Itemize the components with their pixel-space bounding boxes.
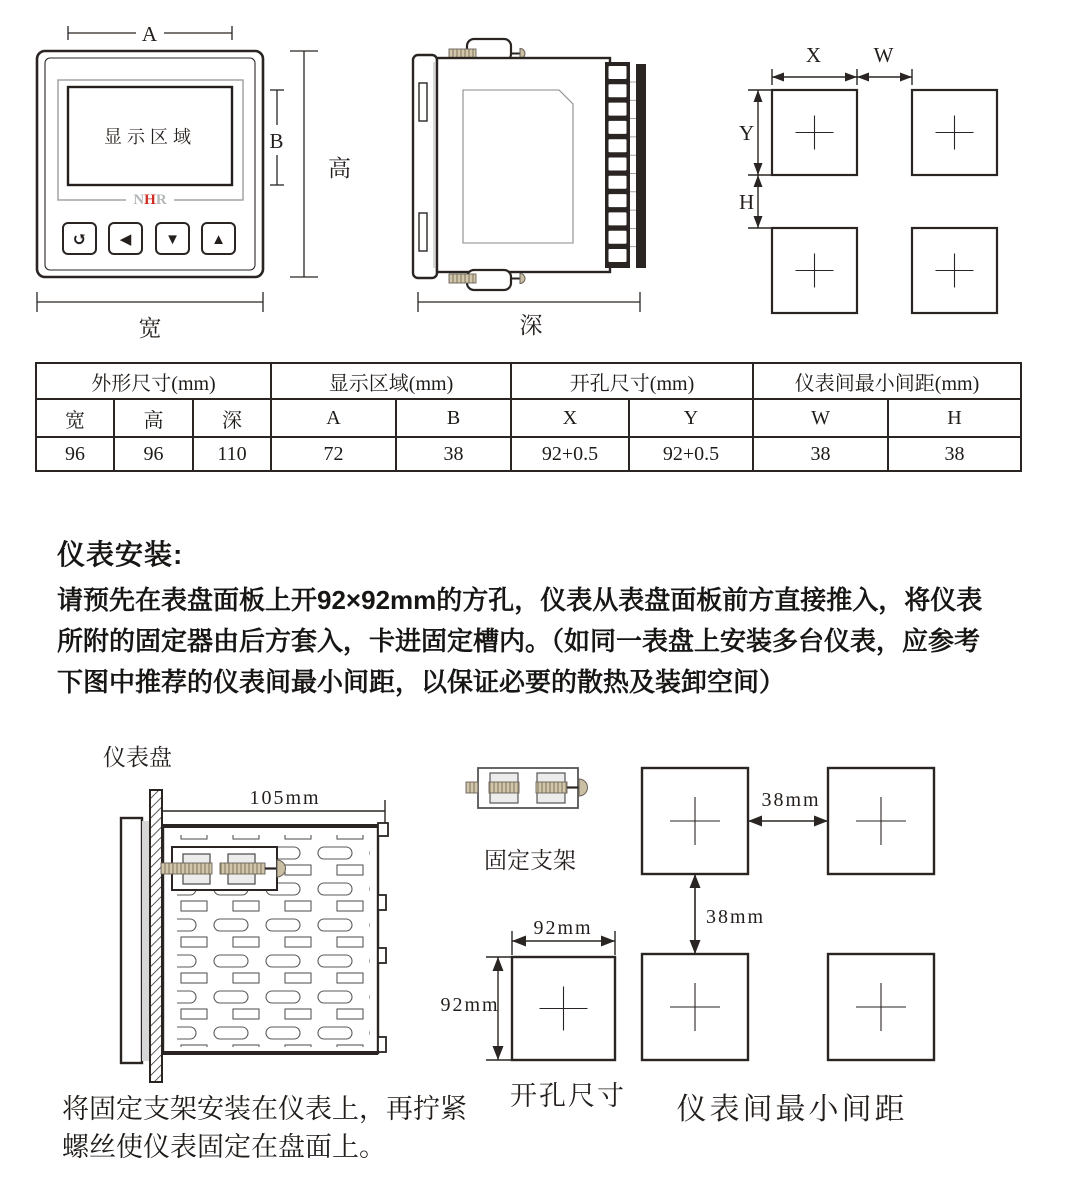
table-subheader: B bbox=[396, 399, 511, 437]
table-cell: 96 bbox=[114, 437, 193, 471]
install-heading: 仪表安装: bbox=[57, 539, 184, 570]
dim-x-w bbox=[772, 69, 912, 85]
brand-logo: NHR bbox=[133, 192, 167, 208]
install-line: 下图中推荐的仪表间最小间距，以保证必要的散热及装卸空间） bbox=[57, 667, 786, 697]
table-subheader: 深 bbox=[193, 399, 271, 437]
bottom-screw-head bbox=[520, 274, 525, 284]
panel-shadow bbox=[142, 821, 150, 1061]
bracket-screw-thread bbox=[489, 782, 519, 793]
panel-cutout-pattern-diagram bbox=[720, 35, 1025, 325]
spacing-diagram bbox=[630, 755, 1030, 1130]
table-group-header: 显示区域(mm) bbox=[271, 363, 511, 399]
table-subheader: 高 bbox=[114, 399, 193, 437]
dim-depth-label: 深 bbox=[519, 313, 543, 338]
panel-edge bbox=[121, 818, 142, 1063]
side-view-diagram bbox=[395, 25, 665, 345]
install-line: 所附的固定器由后方套入，卡进固定槽内。（如同一表盘上安装多台仪表，应参考 bbox=[57, 626, 981, 656]
panel-label: 仪表盘 bbox=[103, 745, 172, 770]
table-subheader-row bbox=[36, 399, 1021, 437]
bracket-screw-thread bbox=[466, 782, 478, 793]
cutout-caption: 开孔尺寸 bbox=[510, 1081, 626, 1111]
bracket-label: 固定支架 bbox=[484, 848, 576, 873]
dim-x-label: X bbox=[805, 43, 823, 67]
table-cell: 92+0.5 bbox=[511, 437, 629, 471]
dim-h-label: H bbox=[739, 190, 756, 214]
table-subheader: 宽 bbox=[36, 399, 114, 437]
mount-note-line: 螺丝使仪表固定在盘面上。 bbox=[62, 1132, 386, 1162]
table-cell: 96 bbox=[36, 437, 114, 471]
dim-width-label: 宽 bbox=[138, 316, 162, 341]
table-cell: 92+0.5 bbox=[629, 437, 753, 471]
table-subheader: A bbox=[271, 399, 396, 437]
left-arrow-icon: ◀ bbox=[119, 232, 132, 248]
terminal-block bbox=[605, 62, 646, 268]
mount-note-line: 将固定支架安装在仪表上，再拧紧 bbox=[62, 1094, 467, 1124]
bracket-and-cutout-diagram bbox=[440, 755, 645, 1115]
bottom-screw-thread bbox=[449, 274, 476, 283]
table-cell: 72 bbox=[271, 437, 396, 471]
rear-strip bbox=[636, 64, 646, 268]
dim-depth bbox=[418, 292, 640, 312]
dim-height bbox=[290, 51, 318, 277]
table-cell: 38 bbox=[396, 437, 511, 471]
bracket-screw-head bbox=[579, 779, 587, 796]
mounted-bracket bbox=[161, 847, 286, 890]
table-group-header: 外形尺寸(mm) bbox=[36, 363, 271, 399]
dim-a-label: A bbox=[141, 22, 159, 46]
mount-note bbox=[62, 1090, 467, 1166]
dim-width bbox=[37, 292, 263, 312]
dim-92w-label: 92mm bbox=[533, 917, 593, 939]
dim-b-label: B bbox=[269, 129, 285, 153]
reset-button-icon: ↺ bbox=[71, 229, 88, 249]
fixing-bracket bbox=[466, 768, 587, 808]
front-view-diagram bbox=[15, 15, 365, 350]
bracket-screw-thread bbox=[536, 782, 567, 793]
table-subheader: Y bbox=[629, 399, 753, 437]
up-arrow-icon: ▲ bbox=[211, 232, 226, 248]
rail-hooks bbox=[378, 823, 388, 1052]
table-value-row bbox=[36, 437, 1021, 471]
dim-38h-label: 38mm bbox=[761, 789, 821, 811]
install-line: 请预先在表盘面板上开92×92mm的方孔，仪表从表盘面板前方直接推入，将仪表 bbox=[57, 585, 983, 615]
table-subheader: H bbox=[888, 399, 1021, 437]
dim-92h-label: 92mm bbox=[440, 994, 500, 1016]
bracket-screw-thread bbox=[220, 863, 265, 874]
table-group-header-row bbox=[36, 363, 1021, 399]
bracket-screw-thread bbox=[161, 863, 212, 874]
down-arrow-icon: ▼ bbox=[165, 232, 180, 248]
table-group-header: 仪表间最小间距(mm) bbox=[753, 363, 1021, 399]
top-screw-thread bbox=[449, 49, 476, 58]
table-cell: 38 bbox=[753, 437, 888, 471]
label-area bbox=[463, 90, 573, 243]
dim-w-label: W bbox=[873, 43, 895, 67]
spacing-caption: 仪表间最小间距 bbox=[676, 1093, 908, 1126]
table-subheader: W bbox=[753, 399, 888, 437]
display-area-label: 显示区域 bbox=[104, 127, 196, 147]
panel-hatched-wall bbox=[150, 790, 162, 1082]
table-cell: 38 bbox=[888, 437, 1021, 471]
install-instructions bbox=[57, 580, 982, 703]
table-subheader: X bbox=[511, 399, 629, 437]
dim-105-label: 105mm bbox=[249, 787, 321, 809]
spec-table bbox=[35, 362, 1022, 472]
dim-height-label: 高 bbox=[328, 156, 351, 181]
table-group-header: 开孔尺寸(mm) bbox=[511, 363, 753, 399]
dim-y-label: Y bbox=[739, 121, 756, 145]
panel-mount-diagram bbox=[55, 735, 445, 1105]
dim-38v-label: 38mm bbox=[706, 906, 766, 928]
table-cell: 110 bbox=[193, 437, 271, 471]
